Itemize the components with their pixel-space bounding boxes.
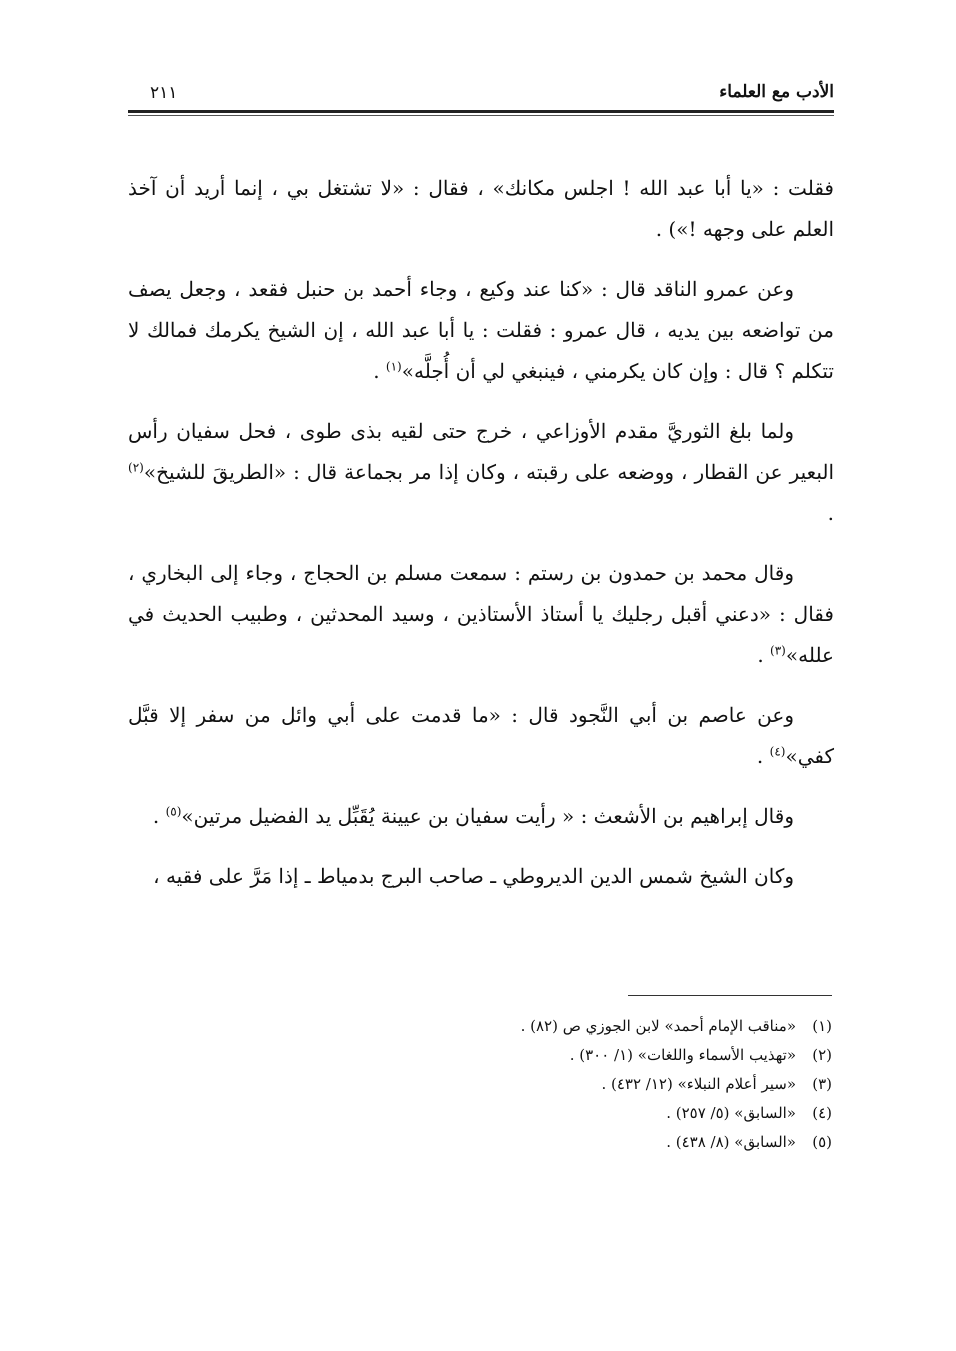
paragraph-text: وقال محمد بن حمدون بن رستم : سمعت مسلم بن الحجاج ، وجاء إلى البخاري ، فقال : «دعني أقبل رجليك يا أستاذ الأستاذين ، وسيد المحدثين ، وطبيب الحديث في علله» (128, 561, 834, 667)
paragraph-tail: . (757, 643, 771, 667)
footnote-number: (٣) (812, 1075, 832, 1093)
paragraph-text: وكان الشيخ شمس الدين الديروطي ـ صاحب البرج بدمياط ـ إذا مَرَّ على فقيه ، (153, 864, 794, 888)
footnote-text: «السابق» (٥/ ٢٥٧) . (666, 1104, 796, 1122)
main-text (128, 168, 834, 916)
paragraph-tail: . (756, 744, 770, 768)
paragraph (128, 168, 834, 250)
footnote-number: (٤) (812, 1104, 832, 1122)
footnote (272, 1070, 832, 1099)
footnote-number: (٢) (812, 1046, 832, 1064)
header-rule-thin (128, 115, 834, 116)
running-header (128, 80, 834, 124)
paragraph (128, 269, 834, 392)
footnote-reference[interactable]: (٣) (770, 643, 786, 658)
footnote-separator (628, 995, 832, 996)
paragraph-text: وعن عاصم بن أبي النَّجود قال : «ما قدمت على أبي وائل من سفر إلا قبَّل كفي» (128, 703, 834, 768)
paragraph-text: وقال إبراهيم بن الأشعث : « رأيت سفيان بن عيينة يُقَبِّل يد الفضيل مرتين» (181, 804, 794, 828)
paragraph-tail: . (373, 359, 386, 383)
footnote-text: «مناقب الإمام أحمد» لابن الجوزي ص (٨٢) . (520, 1017, 796, 1035)
footnote (272, 1128, 832, 1157)
footnote-number: (٥) (812, 1133, 832, 1151)
paragraph-tail: . (827, 501, 834, 525)
paragraph (128, 695, 834, 777)
footnote-text: «سير أعلام النبلاء» (١٢/ ٤٣٢) . (601, 1075, 796, 1093)
footnote-number: (١) (812, 1017, 832, 1035)
header-rule (128, 110, 834, 113)
footnote-text: «السابق» (٨/ ٤٣٨) . (666, 1133, 796, 1151)
footnote-reference[interactable]: (٢) (128, 460, 144, 475)
paragraph (128, 553, 834, 676)
footnote-reference[interactable]: (١) (385, 359, 402, 374)
paragraph-text: فقلت : «يا أبا عبد الله ! اجلس مكانك» ، فقال : «لا تشتغل بي ، إنما أريد أن آخذ العلم على وجهه !») . (128, 176, 834, 241)
paragraph (128, 856, 834, 897)
paragraph-text: وعن عمرو الناقد قال : «كنا عند وكيع ، وجاء أحمد بن حنبل فقعد ، وجعل يصف من تواضعه بين يديه ، قال عمرو : فقلت : يا أبا عبد الله ، إن الشيخ يكرمك فمالك لا تتكلم ؟ قال : وإن كان يكرمني ، فينبغي لي أن أُجلَّه» (128, 277, 834, 383)
footnotes (272, 1012, 832, 1157)
page-number: ٢١١ (146, 82, 181, 104)
footnote-reference[interactable]: (٤) (769, 744, 786, 759)
footnote-reference[interactable]: (٥) (165, 804, 182, 819)
footnote (272, 1099, 832, 1128)
paragraph (128, 411, 834, 534)
paragraph-tail: . (152, 804, 166, 828)
header-title: الأدب مع العلماء (719, 82, 834, 102)
footnote-text: «تهذيب الأسماء واللغات» (١/ ٣٠٠) . (569, 1046, 796, 1064)
paragraph-text: ولما بلغ الثوريَّ مقدم الأوزاعي ، خرج حتى لقيه بذى طوى ، فحل سفيان رأس البعير عن القطار ، ووضعه على رقبته ، وكان إذا مر بجماعة قال : «الطريقَ للشيخ» (128, 419, 834, 484)
paragraph (128, 796, 834, 837)
footnote (272, 1041, 832, 1070)
footnote (272, 1012, 832, 1041)
